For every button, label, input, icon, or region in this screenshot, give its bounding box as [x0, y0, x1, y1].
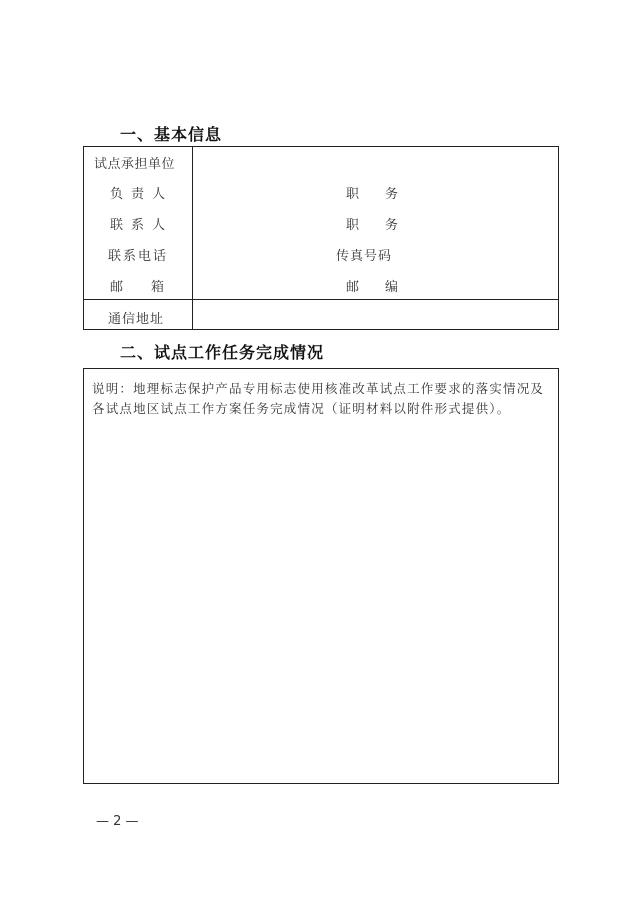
- label-postcode: 邮编: [346, 280, 425, 295]
- task-completion-box: [83, 368, 559, 784]
- instruction-note: 说明：地理标志保护产品专用标志使用核准改革试点工作要求的落实情况及各试点地区试点工作方案任务完成情况（证明材料以附件形式提供）。: [92, 381, 545, 416]
- label-fax: 传真号码: [336, 249, 393, 264]
- section2-heading: 二、试点工作任务完成情况: [120, 343, 325, 362]
- basic-info-table: [83, 146, 559, 330]
- label-phone: 联系电话: [108, 249, 169, 264]
- label-position-1: 职务: [346, 187, 425, 202]
- label-unit: 试点承担单位: [94, 157, 176, 172]
- label-contact: 联系人: [110, 218, 174, 233]
- page-number: — 2 —: [96, 814, 139, 829]
- table-divider-horizontal: [84, 299, 558, 300]
- label-position-2: 职务: [346, 218, 425, 233]
- table-divider-vertical: [192, 147, 193, 329]
- label-email: 邮箱: [110, 280, 193, 295]
- section1-heading: 一、基本信息: [120, 125, 223, 144]
- label-leader: 负责人: [110, 187, 174, 202]
- label-address: 通信地址: [108, 312, 165, 327]
